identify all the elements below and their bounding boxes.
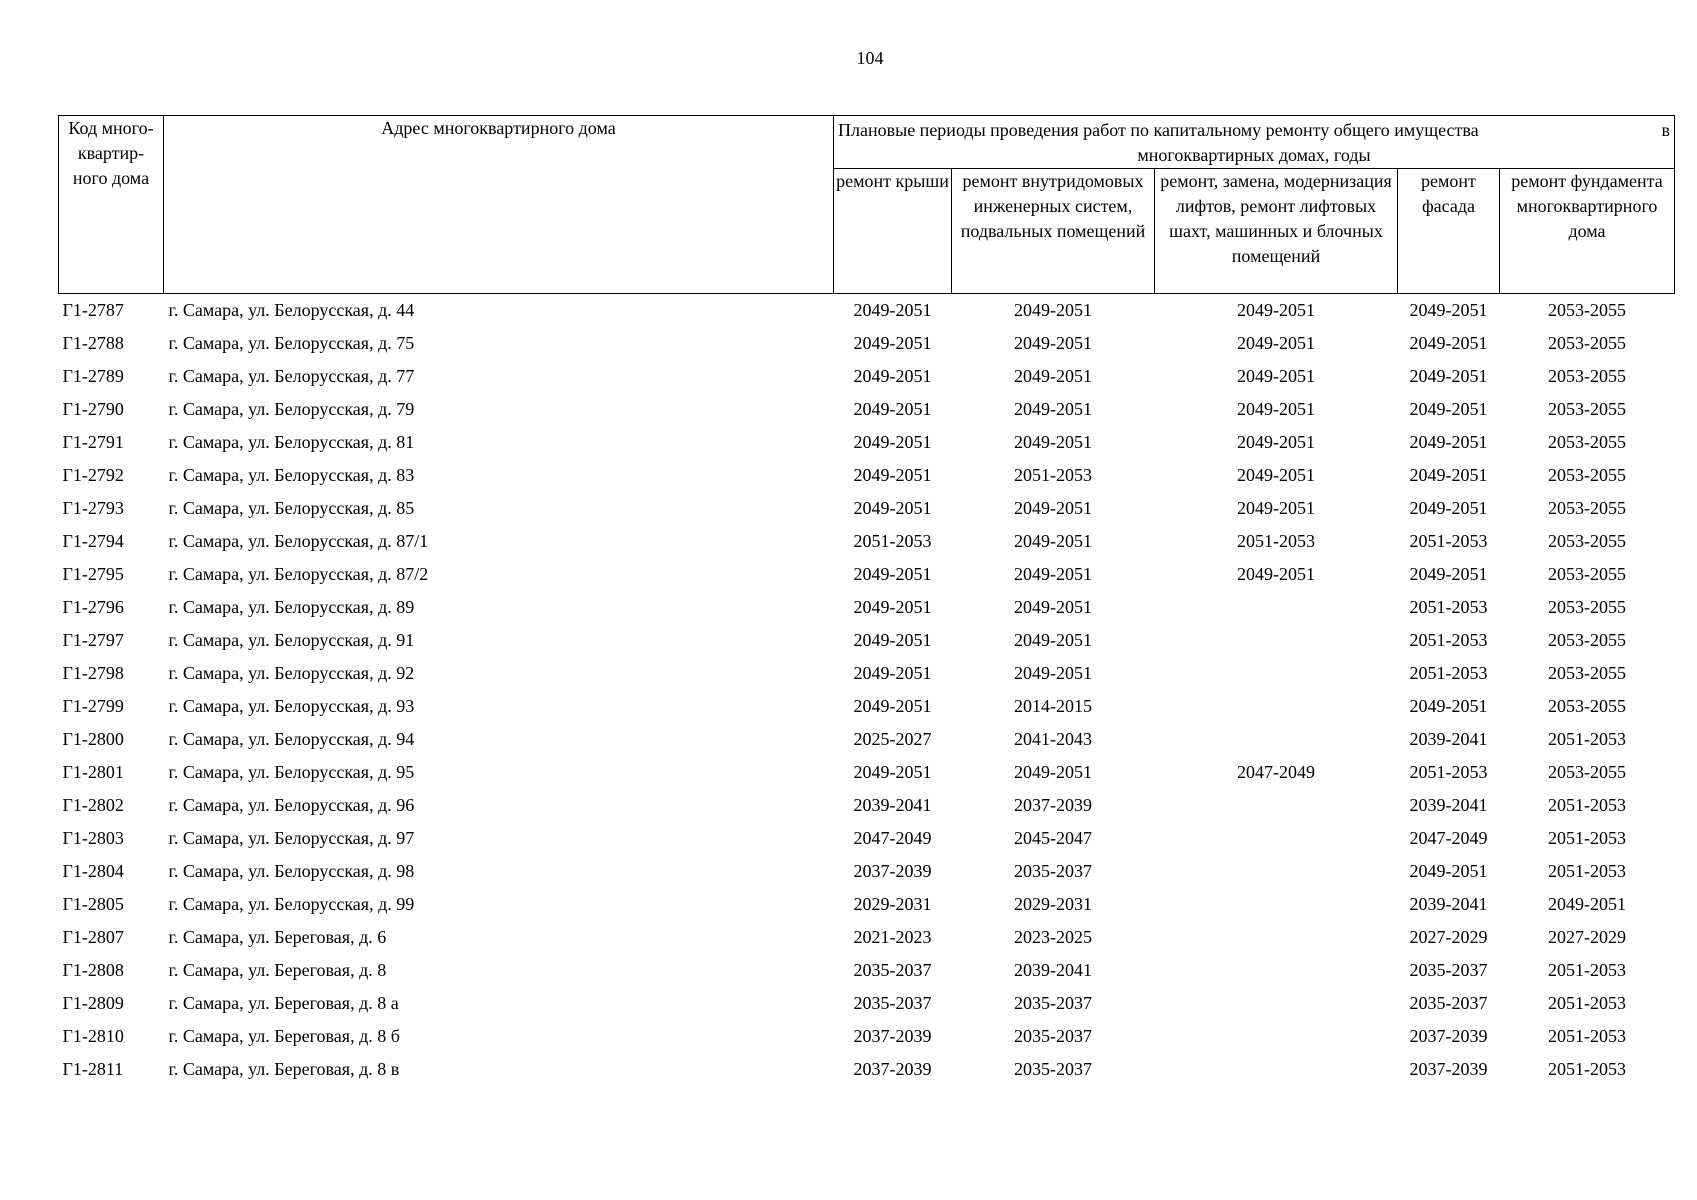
table-row bbox=[59, 987, 1675, 1020]
cell-engineering: 2035-2037 bbox=[1014, 993, 1092, 1013]
cell-engineering: 2049-2051 bbox=[1014, 432, 1092, 452]
cell-lifts: 2049-2051 bbox=[1237, 366, 1315, 386]
cell-engineering: 2029-2031 bbox=[1014, 894, 1092, 914]
cell-facade: 2049-2051 bbox=[1409, 366, 1488, 386]
cell-lifts: 2049-2051 bbox=[1237, 333, 1315, 353]
cell-address: г. Самара, ул. Белорусская, д. 97 bbox=[168, 828, 415, 848]
cell-facade: 2049-2051 bbox=[1409, 498, 1488, 518]
cell-facade: 2039-2041 bbox=[1409, 894, 1488, 914]
table-row bbox=[59, 1020, 1675, 1053]
header-planned-periods-line1-end: в bbox=[1661, 120, 1670, 140]
cell-engineering: 2049-2051 bbox=[1014, 300, 1092, 320]
cell-lifts bbox=[1155, 690, 1398, 723]
cell-engineering: 2049-2051 bbox=[1014, 498, 1092, 518]
cell-lifts: 2049-2051 bbox=[1237, 564, 1315, 584]
cell-foundation: 2049-2051 bbox=[1548, 894, 1626, 914]
cell-address: г. Самара, ул. Белорусская, д. 89 bbox=[168, 597, 415, 617]
cell-lifts bbox=[1155, 789, 1398, 822]
cell-lifts bbox=[1155, 624, 1398, 657]
cell-address: г. Самара, ул. Белорусская, д. 98 bbox=[168, 861, 415, 881]
cell-address: г. Самара, ул. Береговая, д. 8 б bbox=[168, 1026, 400, 1046]
cell-code: Г1-2798 bbox=[62, 663, 124, 683]
header-planned-periods-line2: многоквартирных домах, годы bbox=[1137, 145, 1371, 165]
cell-address: г. Самара, ул. Белорусская, д. 94 bbox=[168, 729, 415, 749]
cell-code: Г1-2787 bbox=[62, 300, 124, 320]
table-body bbox=[59, 294, 1675, 1087]
cell-foundation: 2053-2055 bbox=[1548, 300, 1626, 320]
cell-roof: 2049-2051 bbox=[853, 762, 932, 782]
cell-code: Г1-2796 bbox=[62, 597, 124, 617]
cell-roof: 2049-2051 bbox=[853, 300, 932, 320]
cell-address: г. Самара, ул. Белорусская, д. 81 bbox=[168, 432, 415, 452]
header-planned-periods bbox=[834, 116, 1675, 169]
cell-address: г. Самара, ул. Белорусская, д. 91 bbox=[168, 630, 415, 650]
header-engineering: ремонт внутридомовых инженерных систем, подвальных помещений bbox=[952, 169, 1155, 294]
cell-facade: 2037-2039 bbox=[1409, 1026, 1488, 1046]
cell-foundation: 2051-2053 bbox=[1548, 795, 1626, 815]
cell-lifts bbox=[1155, 822, 1398, 855]
cell-facade: 2035-2037 bbox=[1409, 993, 1488, 1013]
cell-engineering: 2014-2015 bbox=[1014, 696, 1092, 716]
cell-engineering: 2039-2041 bbox=[1014, 960, 1092, 980]
cell-lifts: 2049-2051 bbox=[1237, 300, 1315, 320]
cell-foundation: 2051-2053 bbox=[1548, 729, 1626, 749]
cell-lifts bbox=[1155, 954, 1398, 987]
table-row bbox=[59, 756, 1675, 789]
cell-address: г. Самара, ул. Белорусская, д. 75 bbox=[168, 333, 415, 353]
table-row bbox=[59, 360, 1675, 393]
cell-address: г. Самара, ул. Белорусская, д. 96 bbox=[168, 795, 415, 815]
cell-facade: 2047-2049 bbox=[1409, 828, 1488, 848]
cell-roof: 2029-2031 bbox=[853, 894, 932, 914]
cell-roof: 2021-2023 bbox=[853, 927, 932, 947]
cell-code: Г1-2789 bbox=[62, 366, 124, 386]
cell-facade: 2051-2053 bbox=[1409, 663, 1488, 683]
header-foundation: ремонт фундамента многоквартирного дома bbox=[1500, 169, 1675, 294]
cell-lifts bbox=[1155, 888, 1398, 921]
table-row bbox=[59, 327, 1675, 360]
cell-foundation: 2053-2055 bbox=[1548, 564, 1626, 584]
cell-lifts bbox=[1155, 723, 1398, 756]
table-row bbox=[59, 657, 1675, 690]
cell-code: Г1-2809 bbox=[62, 993, 124, 1013]
cell-facade: 2049-2051 bbox=[1409, 465, 1488, 485]
cell-engineering: 2023-2025 bbox=[1014, 927, 1092, 947]
cell-facade: 2051-2053 bbox=[1409, 597, 1488, 617]
cell-address: г. Самара, ул. Береговая, д. 8 а bbox=[168, 993, 399, 1013]
cell-facade: 2049-2051 bbox=[1409, 333, 1488, 353]
cell-foundation: 2053-2055 bbox=[1548, 432, 1626, 452]
cell-facade: 2039-2041 bbox=[1409, 795, 1488, 815]
cell-foundation: 2053-2055 bbox=[1548, 630, 1626, 650]
cell-lifts bbox=[1155, 1053, 1398, 1086]
cell-roof: 2047-2049 bbox=[853, 828, 932, 848]
cell-engineering: 2049-2051 bbox=[1014, 630, 1092, 650]
cell-foundation: 2051-2053 bbox=[1548, 1059, 1626, 1079]
cell-address: г. Самара, ул. Белорусская, д. 95 bbox=[168, 762, 415, 782]
repair-schedule-table-container bbox=[58, 115, 1675, 1086]
cell-lifts bbox=[1155, 921, 1398, 954]
table-row bbox=[59, 1053, 1675, 1086]
cell-foundation: 2051-2053 bbox=[1548, 1026, 1626, 1046]
cell-facade: 2051-2053 bbox=[1409, 762, 1488, 782]
cell-foundation: 2053-2055 bbox=[1548, 531, 1626, 551]
cell-code: Г1-2805 bbox=[62, 894, 124, 914]
cell-engineering: 2049-2051 bbox=[1014, 399, 1092, 419]
cell-foundation: 2051-2053 bbox=[1548, 993, 1626, 1013]
cell-code: Г1-2800 bbox=[62, 729, 124, 749]
cell-foundation: 2053-2055 bbox=[1548, 333, 1626, 353]
cell-code: Г1-2803 bbox=[62, 828, 124, 848]
cell-facade: 2051-2053 bbox=[1409, 531, 1488, 551]
cell-engineering: 2035-2037 bbox=[1014, 1026, 1092, 1046]
cell-code: Г1-2788 bbox=[62, 333, 124, 353]
cell-roof: 2037-2039 bbox=[853, 861, 932, 881]
cell-facade: 2049-2051 bbox=[1409, 861, 1488, 881]
table-row bbox=[59, 789, 1675, 822]
cell-roof: 2049-2051 bbox=[853, 630, 932, 650]
cell-lifts: 2049-2051 bbox=[1237, 432, 1315, 452]
cell-lifts: 2047-2049 bbox=[1237, 762, 1315, 782]
cell-lifts: 2049-2051 bbox=[1237, 465, 1315, 485]
cell-roof: 2051-2053 bbox=[853, 531, 932, 551]
header-address: Адрес многоквартирного дома bbox=[164, 116, 834, 294]
cell-roof: 2035-2037 bbox=[853, 960, 932, 980]
cell-engineering: 2051-2053 bbox=[1014, 465, 1092, 485]
cell-facade: 2035-2037 bbox=[1409, 960, 1488, 980]
cell-lifts bbox=[1155, 591, 1398, 624]
table-header bbox=[59, 116, 1675, 294]
cell-foundation: 2053-2055 bbox=[1548, 663, 1626, 683]
cell-engineering: 2049-2051 bbox=[1014, 663, 1092, 683]
cell-roof: 2049-2051 bbox=[853, 498, 932, 518]
cell-roof: 2049-2051 bbox=[853, 399, 932, 419]
cell-roof: 2025-2027 bbox=[853, 729, 932, 749]
page-number: 104 bbox=[856, 48, 884, 68]
cell-lifts bbox=[1155, 855, 1398, 888]
cell-facade: 2049-2051 bbox=[1409, 696, 1488, 716]
table-row bbox=[59, 822, 1675, 855]
table-row bbox=[59, 624, 1675, 657]
cell-facade: 2049-2051 bbox=[1409, 564, 1488, 584]
cell-foundation: 2051-2053 bbox=[1548, 861, 1626, 881]
cell-lifts: 2049-2051 bbox=[1237, 399, 1315, 419]
cell-foundation: 2051-2053 bbox=[1548, 960, 1626, 980]
cell-address: г. Самара, ул. Белорусская, д. 44 bbox=[168, 300, 415, 320]
cell-address: г. Самара, ул. Береговая, д. 6 bbox=[168, 927, 387, 947]
repair-schedule-table bbox=[58, 115, 1675, 1086]
cell-engineering: 2049-2051 bbox=[1014, 597, 1092, 617]
cell-engineering: 2049-2051 bbox=[1014, 762, 1092, 782]
cell-lifts bbox=[1155, 1020, 1398, 1053]
header-lifts: ремонт, замена, модернизация лифтов, ремонт лифтовых шахт, машинных и блочных помещений bbox=[1155, 169, 1398, 294]
cell-roof: 2049-2051 bbox=[853, 663, 932, 683]
cell-lifts: 2049-2051 bbox=[1237, 498, 1315, 518]
table-row bbox=[59, 888, 1675, 921]
cell-roof: 2049-2051 bbox=[853, 465, 932, 485]
cell-address: г. Самара, ул. Береговая, д. 8 bbox=[168, 960, 387, 980]
header-planned-periods-line1: Плановые периоды проведения работ по капитальному ремонту общего имущества bbox=[838, 120, 1479, 140]
cell-foundation: 2053-2055 bbox=[1548, 762, 1626, 782]
cell-lifts: 2051-2053 bbox=[1237, 531, 1315, 551]
cell-facade: 2049-2051 bbox=[1409, 432, 1488, 452]
cell-code: Г1-2791 bbox=[62, 432, 124, 452]
cell-address: г. Самара, ул. Белорусская, д. 92 bbox=[168, 663, 415, 683]
table-row bbox=[59, 723, 1675, 756]
header-roof: ремонт крыши bbox=[834, 169, 952, 294]
cell-engineering: 2049-2051 bbox=[1014, 531, 1092, 551]
cell-code: Г1-2795 bbox=[62, 564, 124, 584]
cell-lifts bbox=[1155, 987, 1398, 1020]
cell-address: г. Самара, ул. Белорусская, д. 77 bbox=[168, 366, 415, 386]
cell-facade: 2049-2051 bbox=[1409, 399, 1488, 419]
table-row bbox=[59, 492, 1675, 525]
cell-facade: 2049-2051 bbox=[1409, 300, 1488, 320]
table-row bbox=[59, 393, 1675, 426]
cell-code: Г1-2802 bbox=[62, 795, 124, 815]
cell-roof: 2049-2051 bbox=[853, 597, 932, 617]
header-code: Код много-квартир-ного дома bbox=[59, 116, 164, 294]
cell-facade: 2051-2053 bbox=[1409, 630, 1488, 650]
cell-address: г. Самара, ул. Белорусская, д. 87/2 bbox=[168, 564, 429, 584]
table-row bbox=[59, 525, 1675, 558]
cell-code: Г1-2790 bbox=[62, 399, 124, 419]
cell-code: Г1-2793 bbox=[62, 498, 124, 518]
cell-code: Г1-2792 bbox=[62, 465, 124, 485]
cell-roof: 2039-2041 bbox=[853, 795, 932, 815]
cell-engineering: 2035-2037 bbox=[1014, 1059, 1092, 1079]
cell-foundation: 2053-2055 bbox=[1548, 696, 1626, 716]
cell-code: Г1-2797 bbox=[62, 630, 124, 650]
cell-engineering: 2035-2037 bbox=[1014, 861, 1092, 881]
cell-roof: 2037-2039 bbox=[853, 1026, 932, 1046]
cell-address: г. Самара, ул. Белорусская, д. 83 bbox=[168, 465, 415, 485]
cell-engineering: 2041-2043 bbox=[1014, 729, 1092, 749]
cell-roof: 2049-2051 bbox=[853, 564, 932, 584]
cell-facade: 2037-2039 bbox=[1409, 1059, 1488, 1079]
cell-code: Г1-2801 bbox=[62, 762, 124, 782]
cell-address: г. Самара, ул. Береговая, д. 8 в bbox=[168, 1059, 400, 1079]
cell-address: г. Самара, ул. Белорусская, д. 79 bbox=[168, 399, 415, 419]
cell-address: г. Самара, ул. Белорусская, д. 87/1 bbox=[168, 531, 429, 551]
cell-code: Г1-2808 bbox=[62, 960, 124, 980]
table-row bbox=[59, 426, 1675, 459]
cell-code: Г1-2810 bbox=[62, 1026, 124, 1046]
cell-roof: 2049-2051 bbox=[853, 333, 932, 353]
table-row bbox=[59, 921, 1675, 954]
cell-code: Г1-2811 bbox=[62, 1059, 124, 1079]
cell-address: г. Самара, ул. Белорусская, д. 93 bbox=[168, 696, 415, 716]
header-facade: ремонт фасада bbox=[1398, 169, 1500, 294]
table-row bbox=[59, 954, 1675, 987]
cell-code: Г1-2807 bbox=[62, 927, 124, 947]
cell-roof: 2049-2051 bbox=[853, 432, 932, 452]
table-row bbox=[59, 459, 1675, 492]
table-row bbox=[59, 591, 1675, 624]
cell-engineering: 2049-2051 bbox=[1014, 333, 1092, 353]
cell-roof: 2035-2037 bbox=[853, 993, 932, 1013]
cell-engineering: 2049-2051 bbox=[1014, 366, 1092, 386]
cell-address: г. Самара, ул. Белорусская, д. 99 bbox=[168, 894, 415, 914]
cell-foundation: 2053-2055 bbox=[1548, 597, 1626, 617]
cell-roof: 2037-2039 bbox=[853, 1059, 932, 1079]
table-row bbox=[59, 855, 1675, 888]
cell-foundation: 2053-2055 bbox=[1548, 498, 1626, 518]
cell-foundation: 2053-2055 bbox=[1548, 366, 1626, 386]
cell-code: Г1-2804 bbox=[62, 861, 124, 881]
cell-lifts bbox=[1155, 657, 1398, 690]
cell-code: Г1-2794 bbox=[62, 531, 124, 551]
cell-facade: 2027-2029 bbox=[1409, 927, 1488, 947]
cell-roof: 2049-2051 bbox=[853, 366, 932, 386]
table-row bbox=[59, 690, 1675, 723]
cell-engineering: 2049-2051 bbox=[1014, 564, 1092, 584]
cell-foundation: 2053-2055 bbox=[1548, 399, 1626, 419]
cell-foundation: 2027-2029 bbox=[1548, 927, 1626, 947]
cell-facade: 2039-2041 bbox=[1409, 729, 1488, 749]
cell-engineering: 2037-2039 bbox=[1014, 795, 1092, 815]
cell-foundation: 2053-2055 bbox=[1548, 465, 1626, 485]
cell-foundation: 2051-2053 bbox=[1548, 828, 1626, 848]
cell-address: г. Самара, ул. Белорусская, д. 85 bbox=[168, 498, 415, 518]
cell-engineering: 2045-2047 bbox=[1014, 828, 1092, 848]
table-row bbox=[59, 558, 1675, 591]
cell-code: Г1-2799 bbox=[62, 696, 124, 716]
cell-roof: 2049-2051 bbox=[853, 696, 932, 716]
table-row bbox=[59, 294, 1675, 328]
